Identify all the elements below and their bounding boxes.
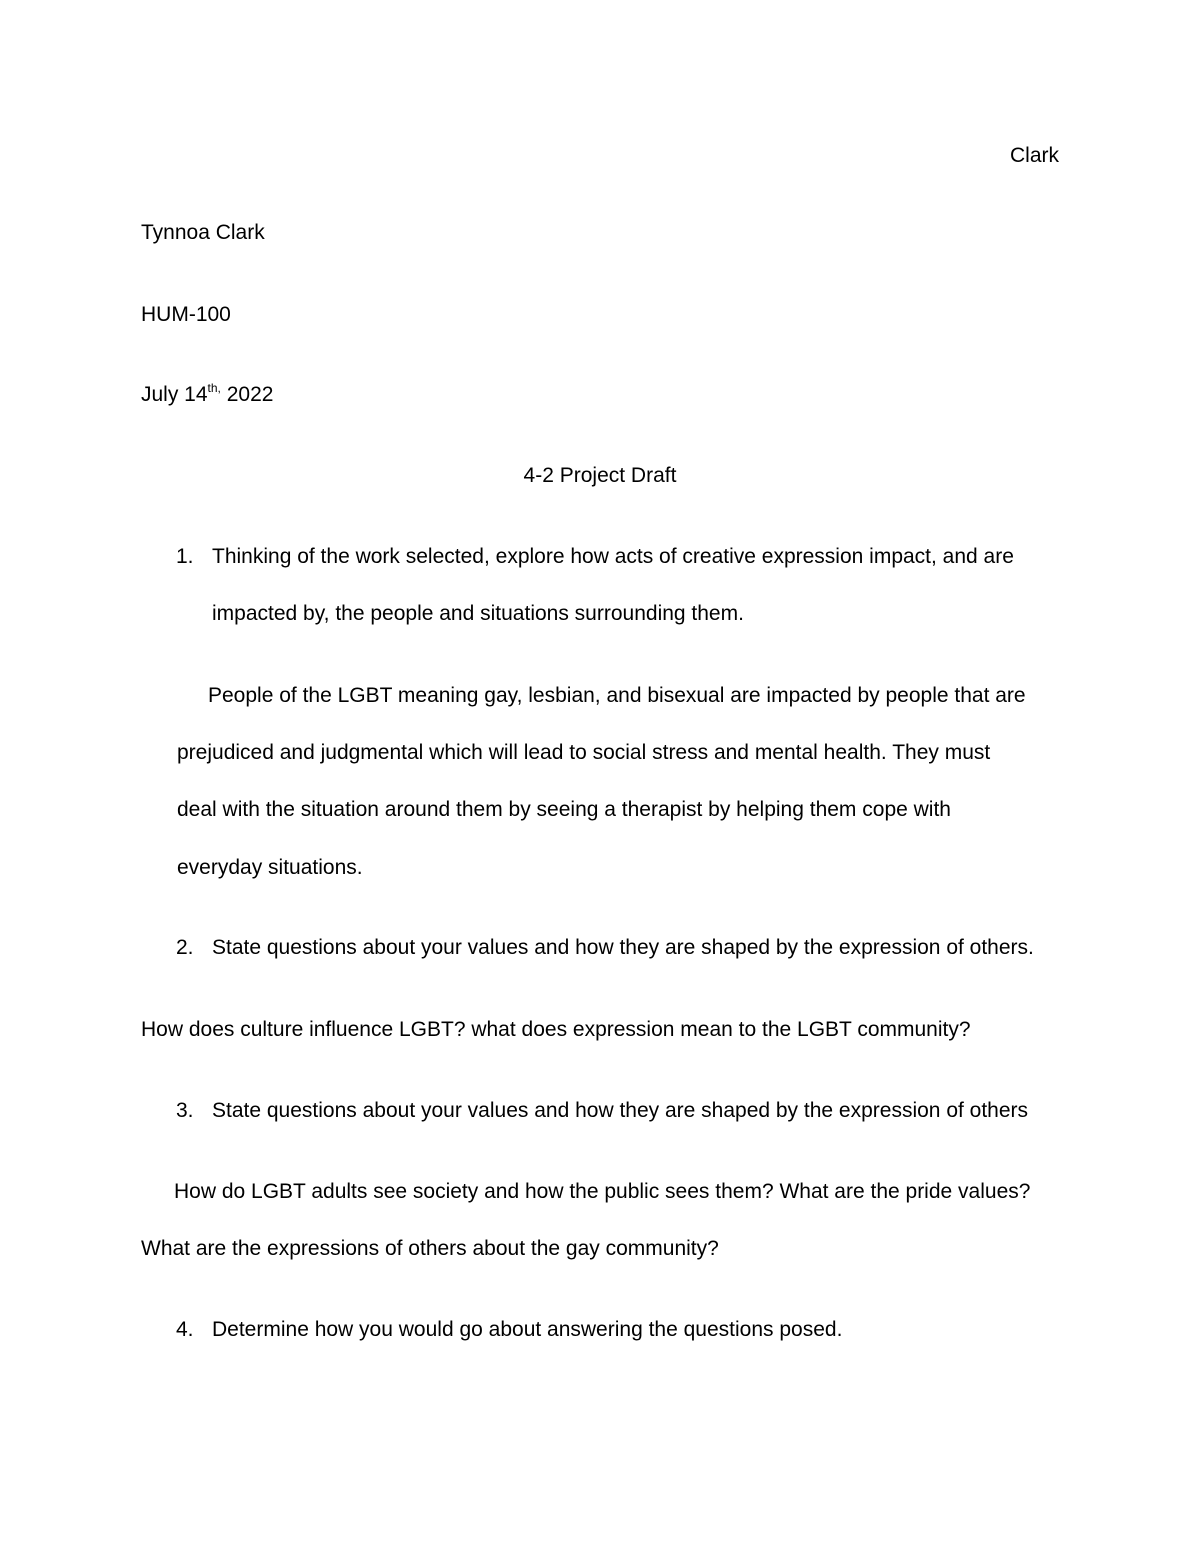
- running-head: Clark: [1009, 144, 1059, 167]
- answer-3-line: What are the expressions of others about the gay community?: [141, 1237, 719, 1260]
- question-text: Thinking of the work selected, explore how acts of creative expression impact, and are: [212, 545, 1014, 568]
- answer-1-line: prejudiced and judgmental which will lead to social stress and mental health. They must: [177, 741, 991, 764]
- date-superscript: th,: [207, 381, 221, 395]
- date-suffix: 2022: [220, 383, 274, 406]
- course-code: HUM-100: [141, 303, 231, 326]
- date: [141, 382, 273, 408]
- question-text: impacted by, the people and situations surrounding them.: [212, 602, 744, 625]
- document-title: 4-2 Project Draft: [523, 464, 677, 487]
- author-name: Tynnoa Clark: [141, 221, 265, 244]
- answer-1-line: everyday situations.: [177, 856, 363, 879]
- question-text: State questions about your values and how they are shaped by the expression of others.: [212, 936, 1034, 959]
- question-text: Determine how you would go about answering the questions posed.: [212, 1318, 843, 1341]
- answer-2-line: How does culture influence LGBT? what does expression mean to the LGBT community?: [141, 1018, 971, 1041]
- date-prefix: July 14: [141, 383, 208, 406]
- answer-1-line: deal with the situation around them by seeing a therapist by helping them cope with: [177, 798, 951, 821]
- answer-1-line: People of the LGBT meaning gay, lesbian, and bisexual are impacted by people that are: [208, 684, 1026, 707]
- question-number: 3.: [176, 1099, 194, 1122]
- question-number: 2.: [176, 936, 194, 959]
- answer-3-line: How do LGBT adults see society and how the public sees them? What are the pride values?: [174, 1180, 1031, 1203]
- question-number: 1.: [176, 545, 194, 568]
- question-text: State questions about your values and how they are shaped by the expression of others: [212, 1099, 1029, 1122]
- question-number: 4.: [176, 1318, 194, 1341]
